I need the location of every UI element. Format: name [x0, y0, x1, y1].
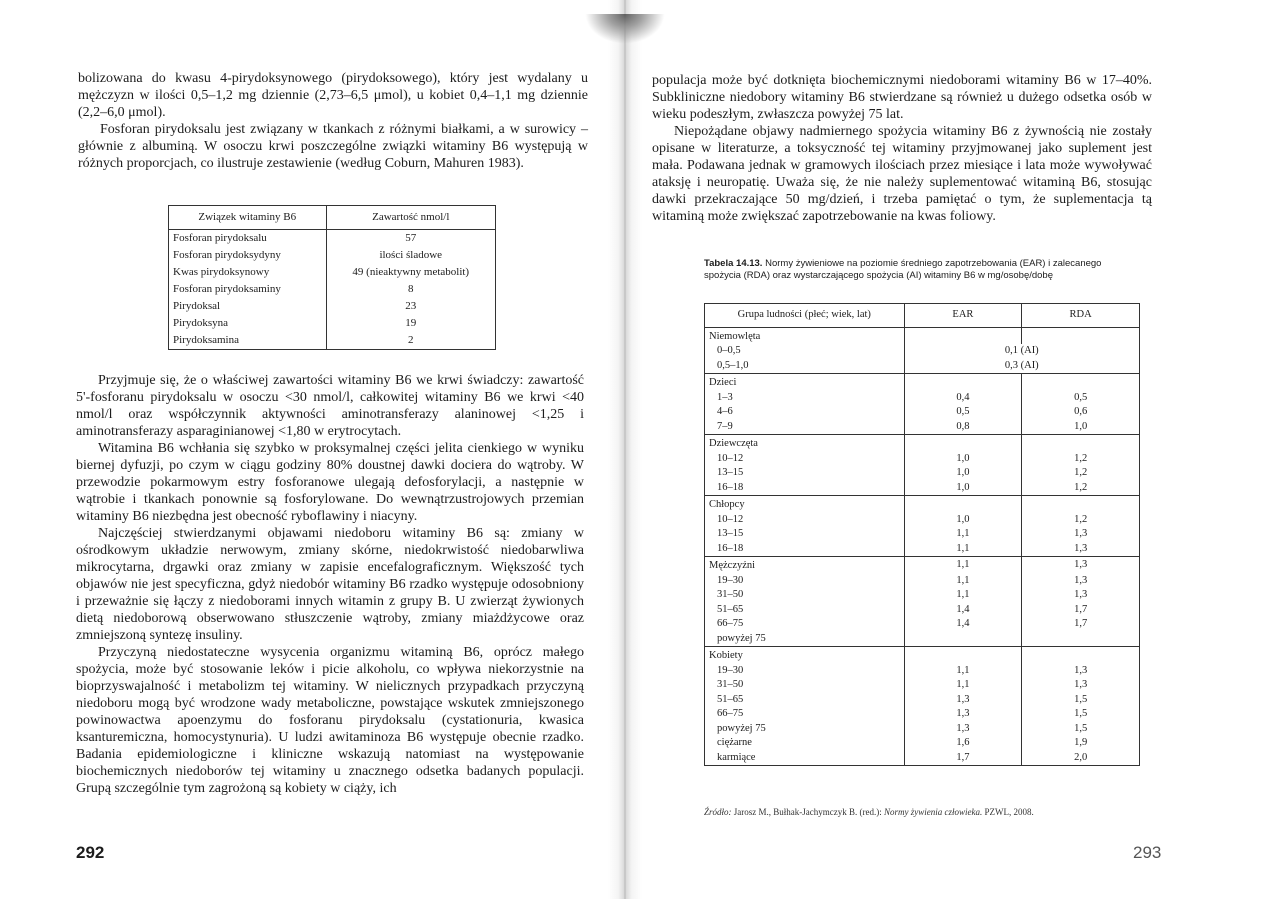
- source-authors: Jarosz M., Bułhak-Jachymczyk B. (red.):: [733, 807, 882, 817]
- table-row: [169, 315, 496, 332]
- table-row: [705, 359, 1140, 374]
- intro-paragraph-2: Fosforan pirydoksalu jest związany w tkankach z różnymi białkami, a w surowicy – głównie z albuminą. W osoczu krwi poszczególne związki witaminy B6 występują w różnych proporcjach, co ilustruje zestawienie (według Coburn, Mahuren 1983).: [78, 122, 588, 171]
- group-ear-cell: [904, 496, 1022, 513]
- rda-value-cell: 1,0: [1022, 420, 1140, 435]
- ai-value-cell: 0,3 (AI): [904, 359, 1139, 374]
- table-row: [705, 574, 1140, 589]
- age-range-cell: 19–30: [717, 574, 744, 586]
- group-ear-cell: [904, 647, 1022, 664]
- rda-value-cell: 1,2: [1022, 513, 1140, 528]
- ear-value-cell: 1,1: [904, 678, 1022, 693]
- rda-value-cell: 1,2: [1022, 452, 1140, 467]
- group-row: [705, 435, 1140, 452]
- rda-value-cell: 1,3: [1022, 574, 1140, 589]
- group-ear-cell: [904, 435, 1022, 452]
- compound-name-cell: Fosforan pirydoksaminy: [169, 281, 327, 298]
- age-range-cell: 51–65: [717, 603, 744, 615]
- group-name-cell: Dziewczęta: [709, 438, 758, 449]
- table-row: [705, 344, 1140, 359]
- table-caption-label: Tabela 14.13.: [704, 258, 763, 269]
- ear-value-cell: 1,0: [904, 513, 1022, 528]
- table-body: [169, 230, 496, 350]
- compound-value-cell: 19: [326, 315, 495, 332]
- ear-value-cell: 1,1: [904, 542, 1022, 557]
- page-number-left: 292: [76, 843, 105, 862]
- ear-value-cell: 1,0: [904, 466, 1022, 481]
- ear-value-cell: 1,3: [904, 722, 1022, 737]
- right-intro-text: [652, 72, 1152, 225]
- rda-value-cell: 1,7: [1022, 617, 1140, 632]
- age-range-cell: 1–3: [717, 391, 733, 403]
- group-rda-cell: [1022, 435, 1140, 452]
- age-range-cell: 7–9: [705, 420, 905, 435]
- group-row: [705, 557, 1140, 574]
- age-range-cell: 13–15: [717, 467, 744, 478]
- table-row: [169, 281, 496, 298]
- rda-value-cell: [1022, 632, 1140, 647]
- left-intro-text: [78, 70, 588, 172]
- table-row: [705, 736, 1140, 751]
- paragraph-b6-deficiency-symptoms: Najczęściej stwierdzanymi objawami niedoboru witaminy B6 są: zmiany w ośrodkowym układzie nerwowym, zmiany skórne, niedokrwistość niedobarwliwa mikrocytarna, drgawki oraz zmiany w zapisie encefalograficznym. Większość tych objawów nie jest specyficzna, gdyż niedobór witaminy B6 rzadko występuje odosobniony i przeważnie się łączy z niedoborami innych witamin z grupy B. U zwierząt żywionych dietą niedoborową obserwowano stłuszczenie wątroby, zmiany miażdżycowe oraz zmniejszoną syntezę insuliny.: [76, 526, 584, 643]
- ear-value-cell: 0,8: [904, 420, 1022, 435]
- ear-value-cell: 0,4: [904, 391, 1022, 406]
- table-row: [705, 664, 1140, 679]
- ear-value-cell: 1,1: [904, 588, 1022, 603]
- group-ear-cell: [904, 374, 1022, 391]
- group-rda-cell: [1022, 647, 1140, 664]
- table-source-note: [704, 806, 1124, 818]
- table-row: [705, 452, 1140, 467]
- nutrition-norms-table: [704, 303, 1140, 766]
- left-page: [0, 0, 612, 899]
- compound-name-cell: Fosforan pirydoksalu: [169, 230, 327, 248]
- ear-value-cell: 0,5: [904, 405, 1022, 420]
- ear-value-cell: 1,3: [904, 693, 1022, 708]
- age-range-cell: 19–30: [717, 664, 744, 676]
- page-number-right: 293: [1133, 843, 1162, 862]
- ear-value-cell: 1,6: [904, 736, 1022, 751]
- group-rda-cell: [1022, 374, 1140, 391]
- group-ear-cell: [904, 327, 1022, 344]
- ear-value-cell: 1,7: [904, 751, 1022, 766]
- rda-value-cell: 0,5: [1022, 391, 1140, 406]
- table-caption: [704, 258, 1124, 282]
- rda-value-cell: 1,3: [1022, 527, 1140, 542]
- compound-name-cell: Pirydoksal: [169, 298, 327, 315]
- ear-value-cell: 1,0: [904, 481, 1022, 496]
- column-header-compound: Związek witaminy B6: [169, 206, 327, 230]
- table-row: [705, 466, 1140, 481]
- rda-value-cell: 1,3: [1022, 588, 1140, 603]
- book-spine-shadow: [608, 0, 642, 899]
- paragraph-b6-deficiency-causes: Przyczyną niedostateczne wysycenia organizmu witaminą B6, oprócz małego spożycia, może być stosowanie leków i picie alkoholu, co wpływa niekorzystnie na bioprzyswajalność i metabolizm tej witaminy. W nielicznych przypadkach przyczyną niedoboru mogą być wrodzone wady metaboliczne, powstające wskutek zmniejszonego powinowactwa apoenzymu do fosforanu pirydoksalu (cystationuria, kwasica ksanturemiczna, homocystynuria). U ludzi awitaminoza B6 występuje obecnie rzadko. Badania epidemiologiczne i kliniczne wskazują natomiast na występowanie biochemicznych niedoborów tej witaminy u znacznego odsetka badanych populacji. Grupą szczególnie tym zagrożoną są kobiety w ciąży, ich: [76, 645, 584, 796]
- table-caption-text: Normy żywieniowe na poziomie średniego zapotrzebowania (EAR) i zalecanego spożycia (RDA) oraz wystarczającego spożycia (AI) witaminy B6 w mg/osobę/dobę: [704, 258, 1102, 281]
- table-row: [705, 542, 1140, 557]
- right-page: [640, 0, 1263, 899]
- paragraph-excess-intake: Niepożądane objawy nadmiernego spożycia witaminy B6 z żywnością nie zostały opisane w literaturze, a toksyczność tej witaminy przyjmowanej jako suplement jest mała. Podawana jednak w gramowych ilościach przez miesiące i lata może wywoływać ataksję i neuropatię. Uważa się, że nie należy suplementować witaminą B6, stosując dawki przekraczające 50 mg/dzień, i trzeba pamiętać o tym, że suplementacja tą witaminą może zwiększać zapotrzebowanie na kwas foliowy.: [652, 124, 1152, 224]
- age-range-cell: 16–18: [705, 481, 905, 496]
- age-range-cell: 31–50: [717, 589, 744, 600]
- column-header-group: Grupa ludności (płeć; wiek, lat): [705, 304, 905, 328]
- group-rda-cell: [1022, 327, 1140, 344]
- paragraph-b6-absorption: Witamina B6 wchłania się szybko w proksymalnej części jelita cienkiego w wyniku biernej dyfuzji, po czym w ciągu godziny 80% doustnej dawki dociera do wątroby. W przewodzie pokarmowym estry fosforanowe ulegają defosforylacji, a następnie w wątrobie i tkankach ponownie są fosforylowane. Do wewnątrzustrojowych przemian witaminy B6 niezbędna jest obecność ryboflawiny i niacyny.: [76, 441, 584, 524]
- paragraph-population: populacja może być dotknięta biochemicznymi niedoborami witaminy B6 w 17–40%. Subkliniczne niedobory witaminy B6 stwierdzane są również u dużego odsetka osób w wieku podeszłym, zwłaszcza powyżej 75 lat.: [652, 73, 1152, 122]
- rda-value-cell: 1,5: [1022, 707, 1140, 722]
- age-range-cell: 66–75: [717, 618, 744, 629]
- column-header-ear: EAR: [904, 304, 1022, 328]
- source-publisher: PZWL, 2008.: [984, 807, 1034, 817]
- table-header-row: [169, 206, 496, 230]
- left-main-text: [76, 372, 584, 797]
- rda-value-cell: 1,9: [1022, 736, 1140, 751]
- table-row: [169, 247, 496, 264]
- vitamin-b6-compounds-table: [168, 205, 496, 350]
- table-row: [705, 751, 1140, 766]
- group-ear-cell: 1,1: [904, 557, 1022, 574]
- compound-value-cell: 2: [326, 332, 495, 350]
- ear-value-cell: 1,0: [904, 452, 1022, 467]
- age-range-cell: 10–12: [717, 513, 744, 525]
- age-range-cell: karmiące: [705, 751, 905, 766]
- ear-value-cell: 1,1: [904, 664, 1022, 679]
- compound-value-cell: 23: [326, 298, 495, 315]
- table-row: [705, 632, 1140, 647]
- group-name-cell: Mężczyźni: [709, 560, 756, 571]
- rda-value-cell: 1,5: [1022, 693, 1140, 708]
- age-range-cell: 31–50: [717, 679, 744, 690]
- intro-paragraph-1: bolizowana do kwasu 4-pirydoksynowego (pirydoksowego), który jest wydalany u mężczyzn w ilości 0,5–1,2 mg dziennie (2,73–6,5 μmol), u kobiet 0,4–1,1 mg dziennie (2,2–6,0 μmol).: [78, 71, 588, 120]
- compound-value-cell: 8: [326, 281, 495, 298]
- column-header-rda: RDA: [1022, 304, 1140, 328]
- compound-name-cell: Pirydoksyna: [169, 315, 327, 332]
- table-row: [705, 420, 1140, 435]
- age-range-cell: 0,5–1,0: [705, 359, 905, 374]
- table-row: [705, 405, 1140, 420]
- rda-value-cell: 1,2: [1022, 481, 1140, 496]
- compound-name-cell: Pirydoksamina: [169, 332, 327, 350]
- ear-value-cell: 1,1: [904, 527, 1022, 542]
- table-row: [169, 230, 496, 248]
- table-row: [705, 588, 1140, 603]
- rda-value-cell: 0,6: [1022, 405, 1140, 420]
- age-range-cell: 0–0,5: [717, 345, 741, 356]
- group-name-cell: Niemowlęta: [709, 330, 761, 342]
- table-row: [705, 513, 1140, 528]
- column-header-content: Zawartość nmol/l: [326, 206, 495, 230]
- group-name-cell: Dzieci: [709, 377, 737, 388]
- group-name-cell: Kobiety: [709, 650, 743, 661]
- table-row: [705, 693, 1140, 708]
- age-range-cell: 51–65: [717, 693, 744, 705]
- age-range-cell: 16–18: [705, 542, 905, 557]
- rda-value-cell: 2,0: [1022, 751, 1140, 766]
- table-row: [705, 481, 1140, 496]
- group-rda-cell: [1022, 496, 1140, 513]
- source-label: Źródło:: [704, 807, 732, 817]
- group-name-cell: Chłopcy: [709, 499, 745, 510]
- rda-value-cell: 1,2: [1022, 466, 1140, 481]
- table-row: [705, 617, 1140, 632]
- compound-value-cell: 57: [326, 230, 495, 248]
- group-row: [705, 374, 1140, 391]
- age-range-cell: powyżej 75: [705, 632, 905, 647]
- table-row: [705, 603, 1140, 618]
- age-range-cell: 10–12: [717, 452, 744, 464]
- compound-value-cell: 49 (nieaktywny metabolit): [326, 264, 495, 281]
- rda-value-cell: 1,5: [1022, 722, 1140, 737]
- ai-value-cell: 0,1 (AI): [904, 344, 1139, 359]
- rda-value-cell: 1,3: [1022, 678, 1140, 693]
- table-row: [169, 264, 496, 281]
- source-title: Normy żywienia człowieka.: [883, 807, 983, 817]
- age-range-cell: ciężarne: [717, 737, 752, 748]
- compound-name-cell: Kwas pirydoksynowy: [169, 264, 327, 281]
- age-range-cell: 4–6: [717, 406, 733, 417]
- paragraph-b6-blood-levels: Przyjmuje się, że o właściwej zawartości witaminy B6 we krwi świadczy: zawartość 5'-fosforanu pirydoksalu w osoczu <30 nmol/l, całkowitej witaminy B6 we krwi <40 nmol/l oraz współczynnik aktywności aminotransferazy alaninowej <1,25 i aminotransferazy asparaginianowej <1,80 w erytrocytach.: [76, 373, 584, 439]
- table-row: [705, 527, 1140, 542]
- rda-value-cell: 1,3: [1022, 664, 1140, 679]
- group-rda-cell: 1,3: [1022, 557, 1140, 574]
- rda-value-cell: 1,3: [1022, 542, 1140, 557]
- ear-value-cell: [904, 632, 1022, 647]
- ear-value-cell: 1,4: [904, 603, 1022, 618]
- table-row: [169, 332, 496, 350]
- age-range-cell: 13–15: [717, 528, 744, 539]
- group-row: [705, 496, 1140, 513]
- table-header-row: [705, 304, 1140, 328]
- compound-value-cell: ilości śladowe: [326, 247, 495, 264]
- table-body: [705, 327, 1140, 766]
- ear-value-cell: 1,1: [904, 574, 1022, 589]
- table-row: [705, 722, 1140, 737]
- table-row: [705, 678, 1140, 693]
- group-row: [705, 647, 1140, 664]
- rda-value-cell: 1,7: [1022, 603, 1140, 618]
- ear-value-cell: 1,4: [904, 617, 1022, 632]
- age-range-cell: 66–75: [717, 708, 744, 719]
- ear-value-cell: 1,3: [904, 707, 1022, 722]
- table-row: [705, 707, 1140, 722]
- age-range-cell: powyżej 75: [717, 722, 766, 734]
- group-row: [705, 327, 1140, 344]
- table-row: [169, 298, 496, 315]
- compound-name-cell: Fosforan pirydoksydyny: [169, 247, 327, 264]
- table-row: [705, 391, 1140, 406]
